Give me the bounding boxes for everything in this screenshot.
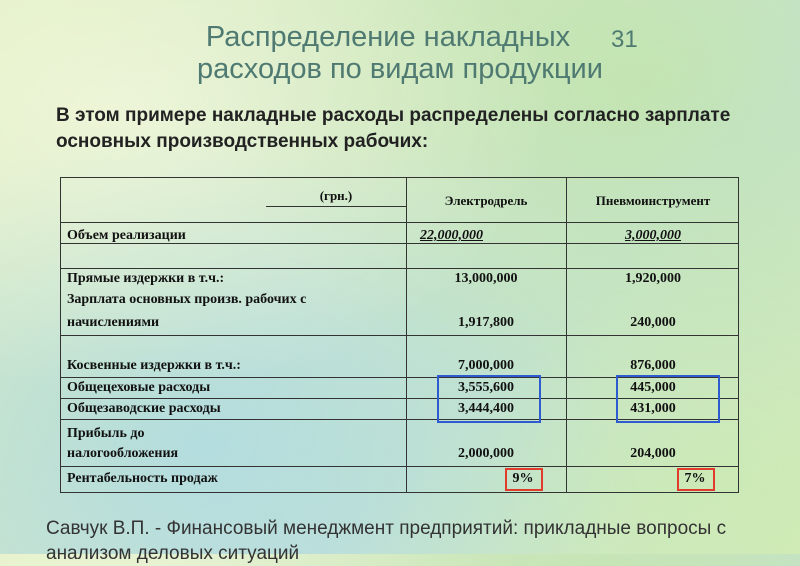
row-label-wages-line1: Зарплата основных произв. рабочих с — [67, 292, 307, 307]
highlight-box-drill — [437, 375, 541, 423]
value-profit-pneumatic: 204,000 — [630, 446, 676, 461]
highlight-box-profitability-drill — [505, 468, 543, 491]
slide-title-line2: расходов по видам продукции — [197, 53, 603, 85]
value-indirect-drill: 7,000,000 — [458, 358, 514, 373]
value-sales-pneumatic: 3,000,000 — [625, 228, 681, 243]
row-divider — [61, 335, 738, 336]
header-electric-drill: Электродрель — [444, 193, 528, 208]
slide-number: 31 — [611, 26, 638, 53]
row-label-profit-line1: Прибыль до — [67, 426, 145, 441]
header-pneumatic-tool: Пневмоинструмент — [595, 193, 711, 208]
highlight-box-pneumatic — [616, 375, 720, 423]
reference-text: Савчук В.П. - Финансовый менеджмент предприятий: прикладные вопросы с анализом деловых ситуаций — [46, 518, 727, 564]
value-wages-drill: 1,917,800 — [458, 315, 514, 330]
row-label-profit-line2: налогообложения — [67, 446, 179, 461]
value-direct-pneumatic: 1,920,000 — [625, 271, 681, 286]
row-label-profitability: Рентабельность продаж — [67, 471, 218, 486]
intro-text: В этом примере накладные расходы распределены согласно зарплате основных производственных рабочих: — [56, 105, 731, 152]
value-profitability-pneumatic: 7% — [684, 471, 706, 486]
overhead-table — [60, 177, 739, 493]
value-plant-drill: 3,444,400 — [458, 401, 514, 416]
slide-title-line1: Распределение накладных — [205, 21, 571, 53]
value-profitability-drill: 9% — [512, 471, 534, 486]
highlight-box-profitability-pneumatic — [677, 468, 715, 491]
row-label-sales: Объем реализации — [67, 228, 186, 243]
value-shop-pneumatic: 445,000 — [630, 380, 676, 395]
value-wages-pneumatic: 240,000 — [630, 315, 676, 330]
header-unit: (грн.) — [266, 188, 406, 207]
row-label-plant-overhead: Общезаводские расходы — [67, 401, 221, 416]
row-divider — [61, 222, 738, 223]
value-direct-drill: 13,000,000 — [454, 271, 518, 286]
value-shop-drill: 3,555,600 — [458, 380, 514, 395]
value-plant-pneumatic: 431,000 — [630, 401, 676, 416]
row-label-shop-overhead: Общецеховые расходы — [67, 380, 211, 395]
row-label-wages-line2: начислениями — [67, 315, 160, 330]
value-profit-drill: 2,000,000 — [458, 446, 514, 461]
row-label-direct-costs: Прямые издержки в т.ч.: — [67, 271, 225, 286]
row-label-indirect-costs: Косвенные издержки в т.ч.: — [67, 358, 241, 373]
value-sales-drill: 22,000,000 — [420, 228, 483, 243]
value-indirect-pneumatic: 876,000 — [630, 358, 676, 373]
row-divider — [61, 466, 738, 467]
row-divider — [61, 268, 738, 269]
